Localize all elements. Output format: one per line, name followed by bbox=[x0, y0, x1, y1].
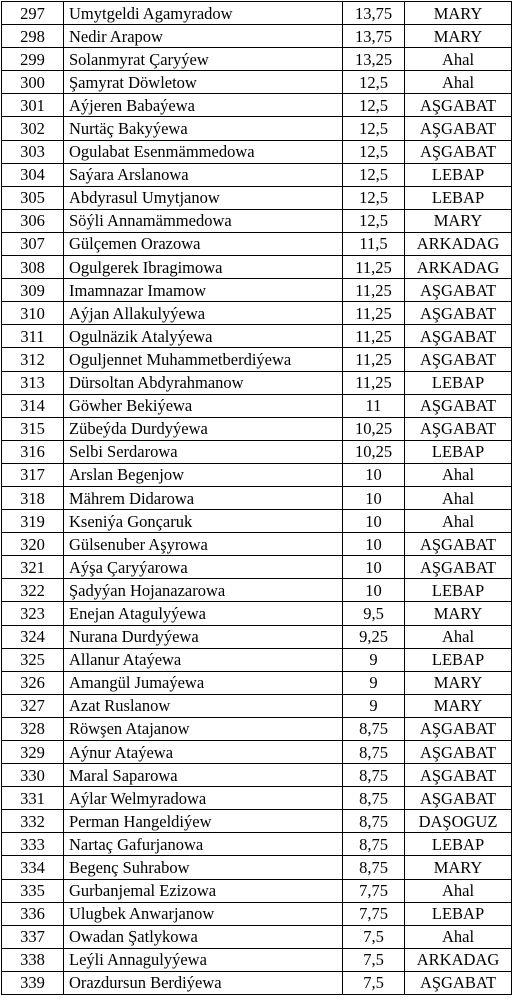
participant-name-cell: Ogulnäzik Atalyýewa bbox=[64, 325, 343, 348]
table-row bbox=[2, 556, 512, 579]
region-cell: LEBAP bbox=[405, 371, 512, 394]
row-number-cell: 334 bbox=[2, 856, 64, 879]
table-row bbox=[2, 232, 512, 255]
region-cell: AŞGABAT bbox=[405, 117, 512, 140]
region-cell: MARY bbox=[405, 209, 512, 232]
table-row bbox=[2, 256, 512, 279]
row-number-cell: 305 bbox=[2, 186, 64, 209]
score-cell: 11 bbox=[343, 394, 405, 417]
table-row bbox=[2, 348, 512, 371]
participant-name-cell: Arslan Begenjow bbox=[64, 463, 343, 486]
score-cell: 7,75 bbox=[343, 902, 405, 925]
participant-name-cell: Aýjeren Babaýewa bbox=[64, 94, 343, 117]
region-cell: Ahal bbox=[405, 463, 512, 486]
score-cell: 10 bbox=[343, 510, 405, 533]
row-number-cell: 315 bbox=[2, 417, 64, 440]
row-number-cell: 319 bbox=[2, 510, 64, 533]
score-cell: 10,25 bbox=[343, 417, 405, 440]
row-number-cell: 309 bbox=[2, 279, 64, 302]
participant-name-cell: Aýnur Ataýewa bbox=[64, 741, 343, 764]
region-cell: MARY bbox=[405, 671, 512, 694]
row-number-cell: 328 bbox=[2, 717, 64, 740]
row-number-cell: 308 bbox=[2, 256, 64, 279]
table-row bbox=[2, 140, 512, 163]
table-row bbox=[2, 856, 512, 879]
region-cell: AŞGABAT bbox=[405, 302, 512, 325]
row-number-cell: 297 bbox=[2, 2, 64, 25]
results-table bbox=[1, 1, 512, 995]
region-cell: MARY bbox=[405, 602, 512, 625]
region-cell: Ahal bbox=[405, 510, 512, 533]
participant-name-cell: Azat Ruslanow bbox=[64, 694, 343, 717]
table-row bbox=[2, 533, 512, 556]
region-cell: AŞGABAT bbox=[405, 325, 512, 348]
score-cell: 9 bbox=[343, 694, 405, 717]
table-row bbox=[2, 48, 512, 71]
region-cell: Ahal bbox=[405, 925, 512, 948]
table-row bbox=[2, 371, 512, 394]
score-cell: 8,75 bbox=[343, 856, 405, 879]
region-cell: ARKADAG bbox=[405, 948, 512, 971]
region-cell: LEBAP bbox=[405, 440, 512, 463]
score-cell: 9 bbox=[343, 671, 405, 694]
region-cell: DAŞOGUZ bbox=[405, 810, 512, 833]
table-row bbox=[2, 925, 512, 948]
participant-name-cell: Zübeýda Durdyýewa bbox=[64, 417, 343, 440]
row-number-cell: 303 bbox=[2, 140, 64, 163]
table-row bbox=[2, 879, 512, 902]
region-cell: AŞGABAT bbox=[405, 556, 512, 579]
participant-name-cell: Aýlar Welmyradowa bbox=[64, 787, 343, 810]
region-cell: MARY bbox=[405, 694, 512, 717]
score-cell: 9,5 bbox=[343, 602, 405, 625]
table-row bbox=[2, 510, 512, 533]
table-row bbox=[2, 163, 512, 186]
region-cell: LEBAP bbox=[405, 833, 512, 856]
row-number-cell: 335 bbox=[2, 879, 64, 902]
row-number-cell: 326 bbox=[2, 671, 64, 694]
score-cell: 7,5 bbox=[343, 925, 405, 948]
table-row bbox=[2, 764, 512, 787]
row-number-cell: 336 bbox=[2, 902, 64, 925]
region-cell: AŞGABAT bbox=[405, 787, 512, 810]
table-row bbox=[2, 833, 512, 856]
table-row bbox=[2, 810, 512, 833]
participant-name-cell: Şamyrat Döwletow bbox=[64, 71, 343, 94]
score-cell: 12,5 bbox=[343, 94, 405, 117]
participant-name-cell: Şadyýan Hojanazarowa bbox=[64, 579, 343, 602]
row-number-cell: 321 bbox=[2, 556, 64, 579]
results-table-body bbox=[2, 2, 512, 995]
row-number-cell: 338 bbox=[2, 948, 64, 971]
score-cell: 9,25 bbox=[343, 625, 405, 648]
table-row bbox=[2, 463, 512, 486]
table-row bbox=[2, 671, 512, 694]
table-row bbox=[2, 741, 512, 764]
row-number-cell: 327 bbox=[2, 694, 64, 717]
participant-name-cell: Amangül Jumaýewa bbox=[64, 671, 343, 694]
score-cell: 8,75 bbox=[343, 741, 405, 764]
score-cell: 7,5 bbox=[343, 948, 405, 971]
participant-name-cell: Kseniýa Gonçaruk bbox=[64, 510, 343, 533]
region-cell: AŞGABAT bbox=[405, 971, 512, 994]
participant-name-cell: Umytgeldi Agamyradow bbox=[64, 2, 343, 25]
score-cell: 12,5 bbox=[343, 117, 405, 140]
table-row bbox=[2, 602, 512, 625]
row-number-cell: 324 bbox=[2, 625, 64, 648]
row-number-cell: 329 bbox=[2, 741, 64, 764]
participant-name-cell: Begenç Suhrabow bbox=[64, 856, 343, 879]
row-number-cell: 318 bbox=[2, 486, 64, 509]
table-row bbox=[2, 440, 512, 463]
region-cell: Ahal bbox=[405, 486, 512, 509]
table-row bbox=[2, 717, 512, 740]
table-row bbox=[2, 417, 512, 440]
region-cell: AŞGABAT bbox=[405, 417, 512, 440]
row-number-cell: 298 bbox=[2, 25, 64, 48]
region-cell: Ahal bbox=[405, 879, 512, 902]
score-cell: 12,5 bbox=[343, 209, 405, 232]
participant-name-cell: Göwher Bekiýewa bbox=[64, 394, 343, 417]
region-cell: AŞGABAT bbox=[405, 717, 512, 740]
row-number-cell: 306 bbox=[2, 209, 64, 232]
participant-name-cell: Abdyrasul Umytjanow bbox=[64, 186, 343, 209]
region-cell: AŞGABAT bbox=[405, 764, 512, 787]
region-cell: AŞGABAT bbox=[405, 140, 512, 163]
participant-name-cell: Oguljennet Muhammetberdiýewa bbox=[64, 348, 343, 371]
score-cell: 9 bbox=[343, 648, 405, 671]
table-row bbox=[2, 694, 512, 717]
row-number-cell: 310 bbox=[2, 302, 64, 325]
score-cell: 12,5 bbox=[343, 71, 405, 94]
participant-name-cell: Söýli Annamämmedowa bbox=[64, 209, 343, 232]
row-number-cell: 332 bbox=[2, 810, 64, 833]
score-cell: 11,25 bbox=[343, 371, 405, 394]
row-number-cell: 325 bbox=[2, 648, 64, 671]
participant-name-cell: Aýşa Çaryýarowa bbox=[64, 556, 343, 579]
region-cell: AŞGABAT bbox=[405, 348, 512, 371]
participant-name-cell: Perman Hangeldiýew bbox=[64, 810, 343, 833]
participant-name-cell: Röwşen Atajanow bbox=[64, 717, 343, 740]
table-row bbox=[2, 486, 512, 509]
score-cell: 12,5 bbox=[343, 186, 405, 209]
row-number-cell: 322 bbox=[2, 579, 64, 602]
row-number-cell: 316 bbox=[2, 440, 64, 463]
score-cell: 7,5 bbox=[343, 971, 405, 994]
table-row bbox=[2, 186, 512, 209]
region-cell: Ahal bbox=[405, 71, 512, 94]
score-cell: 11,25 bbox=[343, 302, 405, 325]
table-row bbox=[2, 2, 512, 25]
participant-name-cell: Dürsoltan Abdyrahmanow bbox=[64, 371, 343, 394]
score-cell: 10 bbox=[343, 463, 405, 486]
score-cell: 8,75 bbox=[343, 810, 405, 833]
row-number-cell: 331 bbox=[2, 787, 64, 810]
score-cell: 11,25 bbox=[343, 256, 405, 279]
row-number-cell: 302 bbox=[2, 117, 64, 140]
row-number-cell: 337 bbox=[2, 925, 64, 948]
score-cell: 10 bbox=[343, 533, 405, 556]
region-cell: AŞGABAT bbox=[405, 279, 512, 302]
row-number-cell: 307 bbox=[2, 232, 64, 255]
row-number-cell: 330 bbox=[2, 764, 64, 787]
table-row bbox=[2, 209, 512, 232]
region-cell: MARY bbox=[405, 856, 512, 879]
row-number-cell: 313 bbox=[2, 371, 64, 394]
participant-name-cell: Ulugbek Anwarjanow bbox=[64, 902, 343, 925]
region-cell: AŞGABAT bbox=[405, 94, 512, 117]
participant-name-cell: Mährem Didarowa bbox=[64, 486, 343, 509]
participant-name-cell: Gurbanjemal Ezizowa bbox=[64, 879, 343, 902]
table-row bbox=[2, 394, 512, 417]
row-number-cell: 311 bbox=[2, 325, 64, 348]
score-cell: 10 bbox=[343, 556, 405, 579]
region-cell: AŞGABAT bbox=[405, 394, 512, 417]
row-number-cell: 339 bbox=[2, 971, 64, 994]
table-row bbox=[2, 579, 512, 602]
region-cell: Ahal bbox=[405, 625, 512, 648]
participant-name-cell: Enejan Atagulyýewa bbox=[64, 602, 343, 625]
region-cell: LEBAP bbox=[405, 579, 512, 602]
score-cell: 11,25 bbox=[343, 325, 405, 348]
participant-name-cell: Gülsenuber Aşyrowa bbox=[64, 533, 343, 556]
table-row bbox=[2, 71, 512, 94]
participant-name-cell: Gülçemen Orazowa bbox=[64, 232, 343, 255]
participant-name-cell: Nurtäç Bakyýewa bbox=[64, 117, 343, 140]
table-row bbox=[2, 787, 512, 810]
score-cell: 7,75 bbox=[343, 879, 405, 902]
participant-name-cell: Allanur Ataýewa bbox=[64, 648, 343, 671]
row-number-cell: 333 bbox=[2, 833, 64, 856]
row-number-cell: 317 bbox=[2, 463, 64, 486]
participant-name-cell: Owadan Şatlykowa bbox=[64, 925, 343, 948]
score-cell: 8,75 bbox=[343, 717, 405, 740]
score-cell: 12,5 bbox=[343, 140, 405, 163]
row-number-cell: 323 bbox=[2, 602, 64, 625]
row-number-cell: 320 bbox=[2, 533, 64, 556]
score-cell: 8,75 bbox=[343, 764, 405, 787]
table-row bbox=[2, 94, 512, 117]
table-row bbox=[2, 325, 512, 348]
score-cell: 13,25 bbox=[343, 48, 405, 71]
participant-name-cell: Saýara Arslanowa bbox=[64, 163, 343, 186]
table-row bbox=[2, 902, 512, 925]
score-cell: 8,75 bbox=[343, 787, 405, 810]
score-cell: 10 bbox=[343, 486, 405, 509]
participant-name-cell: Ogulgerek Ibragimowa bbox=[64, 256, 343, 279]
participant-name-cell: Leýli Annagulyýewa bbox=[64, 948, 343, 971]
participant-name-cell: Nartaç Gafurjanowa bbox=[64, 833, 343, 856]
region-cell: ARKADAG bbox=[405, 256, 512, 279]
row-number-cell: 304 bbox=[2, 163, 64, 186]
row-number-cell: 314 bbox=[2, 394, 64, 417]
region-cell: LEBAP bbox=[405, 648, 512, 671]
score-cell: 13,75 bbox=[343, 25, 405, 48]
score-cell: 10 bbox=[343, 579, 405, 602]
participant-name-cell: Aýjan Allakulyýewa bbox=[64, 302, 343, 325]
row-number-cell: 299 bbox=[2, 48, 64, 71]
table-row bbox=[2, 625, 512, 648]
participant-name-cell: Imamnazar Imamow bbox=[64, 279, 343, 302]
region-cell: LEBAP bbox=[405, 186, 512, 209]
score-cell: 11,25 bbox=[343, 279, 405, 302]
participant-name-cell: Orazdursun Berdiýewa bbox=[64, 971, 343, 994]
row-number-cell: 300 bbox=[2, 71, 64, 94]
region-cell: ARKADAG bbox=[405, 232, 512, 255]
table-row bbox=[2, 302, 512, 325]
row-number-cell: 312 bbox=[2, 348, 64, 371]
score-cell: 12,5 bbox=[343, 163, 405, 186]
table-row bbox=[2, 117, 512, 140]
table-row bbox=[2, 279, 512, 302]
participant-name-cell: Nurana Durdyýewa bbox=[64, 625, 343, 648]
region-cell: AŞGABAT bbox=[405, 741, 512, 764]
region-cell: LEBAP bbox=[405, 902, 512, 925]
table-row bbox=[2, 948, 512, 971]
participant-name-cell: Nedir Arapow bbox=[64, 25, 343, 48]
score-cell: 11,5 bbox=[343, 232, 405, 255]
row-number-cell: 301 bbox=[2, 94, 64, 117]
score-cell: 10,25 bbox=[343, 440, 405, 463]
participant-name-cell: Ogulabat Esenmämmedowa bbox=[64, 140, 343, 163]
participant-name-cell: Selbi Serdarowa bbox=[64, 440, 343, 463]
score-cell: 11,25 bbox=[343, 348, 405, 371]
region-cell: MARY bbox=[405, 25, 512, 48]
score-cell: 13,75 bbox=[343, 2, 405, 25]
region-cell: AŞGABAT bbox=[405, 533, 512, 556]
region-cell: Ahal bbox=[405, 48, 512, 71]
participant-name-cell: Maral Saparowa bbox=[64, 764, 343, 787]
score-cell: 8,75 bbox=[343, 833, 405, 856]
table-row bbox=[2, 25, 512, 48]
table-row bbox=[2, 971, 512, 994]
table-row bbox=[2, 648, 512, 671]
region-cell: MARY bbox=[405, 2, 512, 25]
region-cell: LEBAP bbox=[405, 163, 512, 186]
participant-name-cell: Solanmyrat Çaryýew bbox=[64, 48, 343, 71]
